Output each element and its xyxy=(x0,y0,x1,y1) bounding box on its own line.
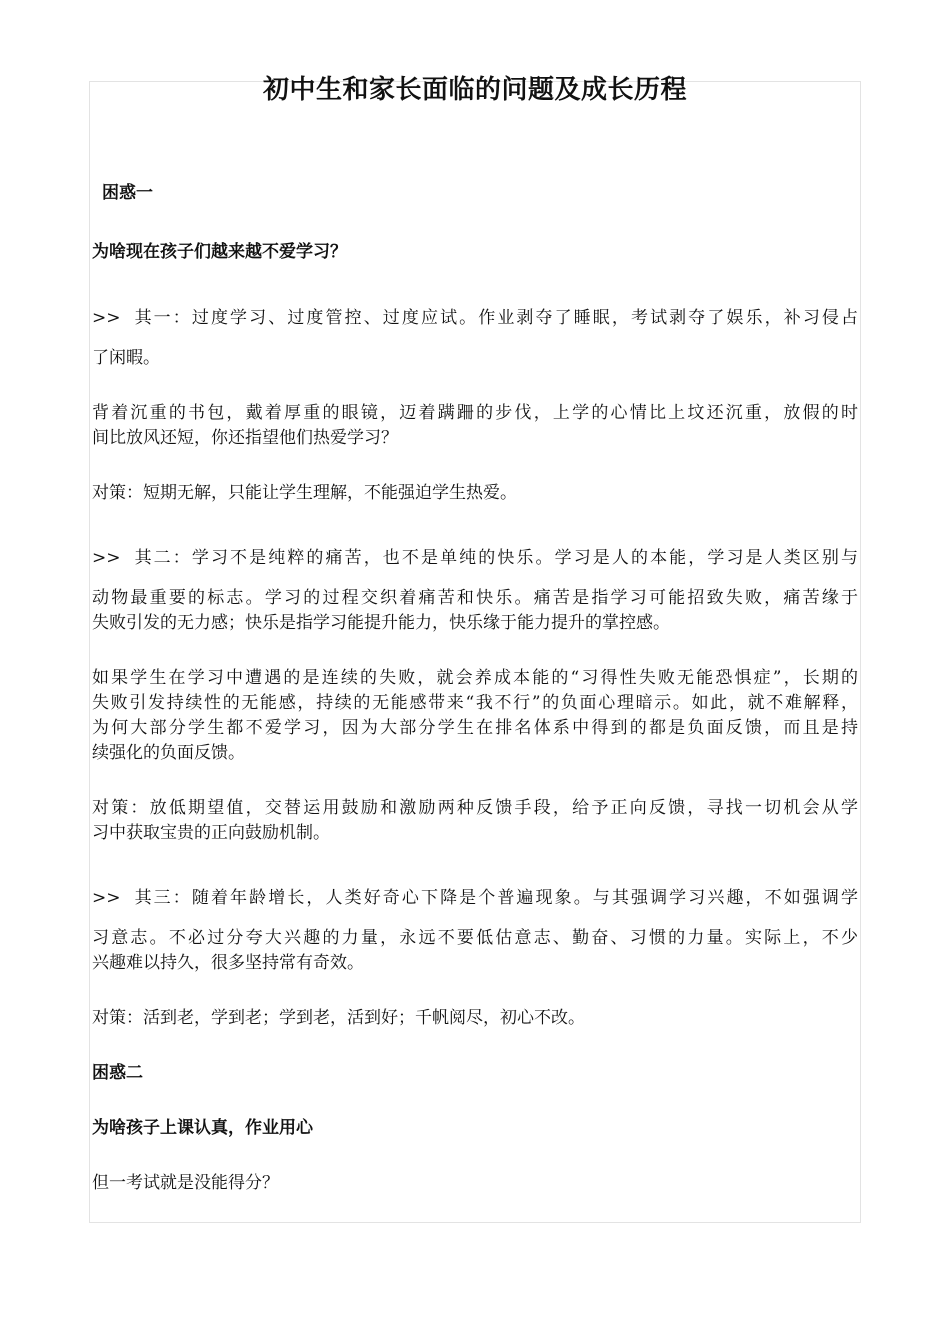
point3-line1 xyxy=(92,886,858,910)
para5-line2: 失败引发持续性的无能感，持续的无能感带来“我不行”的负面心理暗示。如此，就不难解释， xyxy=(92,693,858,713)
section2-para1: 但一考试就是没能得分？ xyxy=(92,1173,279,1193)
para8-strategy: 对策：活到老，学到老；学到老，活到好；千帆阅尽，初心不改。 xyxy=(92,1008,585,1028)
section1-heading: 困惑一 xyxy=(102,183,153,203)
para5-line3: 为何大部分学生都不爱学习，因为大部分学生在排名体系中得到的都是负面反馈，而且是持 xyxy=(92,718,858,738)
para2-line2: 间比放风还短，你还指望他们热爱学习？ xyxy=(92,428,398,448)
point3-line2: 习意志。不必过分夸大兴趣的力量，永远不要低估意志、勤奋、习惯的力量。实际上，不少 xyxy=(92,928,858,948)
point1-line2: 了闲暇。 xyxy=(92,348,160,368)
point1-line1 xyxy=(92,306,858,330)
point2-line1 xyxy=(92,546,858,570)
para5-line1: 如果学生在学习中遭遇的是连续的失败，就会养成本能的“习得性失败无能恐惧症”，长期的 xyxy=(92,668,858,688)
para5-line4: 续强化的负面反馈。 xyxy=(92,743,245,763)
point-marker: >> xyxy=(92,888,121,908)
para6-line1: 对策：放低期望值，交替运用鼓励和激励两种反馈手段，给予正向反馈，寻找一切机会从学 xyxy=(92,798,858,818)
page-title: 初中生和家长面临的问题及成长历程 xyxy=(262,75,687,105)
para3-strategy: 对策：短期无解，只能让学生理解，不能强迫学生热爱。 xyxy=(92,483,517,503)
point3-line3: 兴趣难以持久，很多坚持常有奇效。 xyxy=(92,953,364,973)
point2-line2: 动物最重要的标志。学习的过程交织着痛苦和快乐。痛苦是指学习可能招致失败，痛苦缘于 xyxy=(92,588,858,608)
point1-text: 其一：过度学习、过度管控、过度应试。作业剥夺了睡眠，考试剥夺了娱乐，补习侵占 xyxy=(132,308,858,328)
point-marker: >> xyxy=(92,548,121,568)
para6-line2: 习中获取宝贵的正向鼓励机制。 xyxy=(92,823,330,843)
point2-text: 其二：学习不是纯粹的痛苦，也不是单纯的快乐。学习是人的本能，学习是人类区别与 xyxy=(132,548,858,568)
para2-line1: 背着沉重的书包，戴着厚重的眼镜，迈着蹒跚的步伐，上学的心情比上坟还沉重，放假的时 xyxy=(92,403,858,423)
point-marker: >> xyxy=(92,308,121,328)
point3-text: 其三：随着年龄增长，人类好奇心下降是个普遍现象。与其强调学习兴趣，不如强调学 xyxy=(132,888,858,908)
section1-question: 为啥现在孩子们越来越不爱学习？ xyxy=(92,242,347,262)
section2-heading: 困惑二 xyxy=(92,1063,143,1083)
point2-line3: 失败引发的无力感；快乐是指学习能提升能力，快乐缘于能力提升的掌控感。 xyxy=(92,613,670,633)
section2-question: 为啥孩子上课认真，作业用心 xyxy=(92,1118,313,1138)
